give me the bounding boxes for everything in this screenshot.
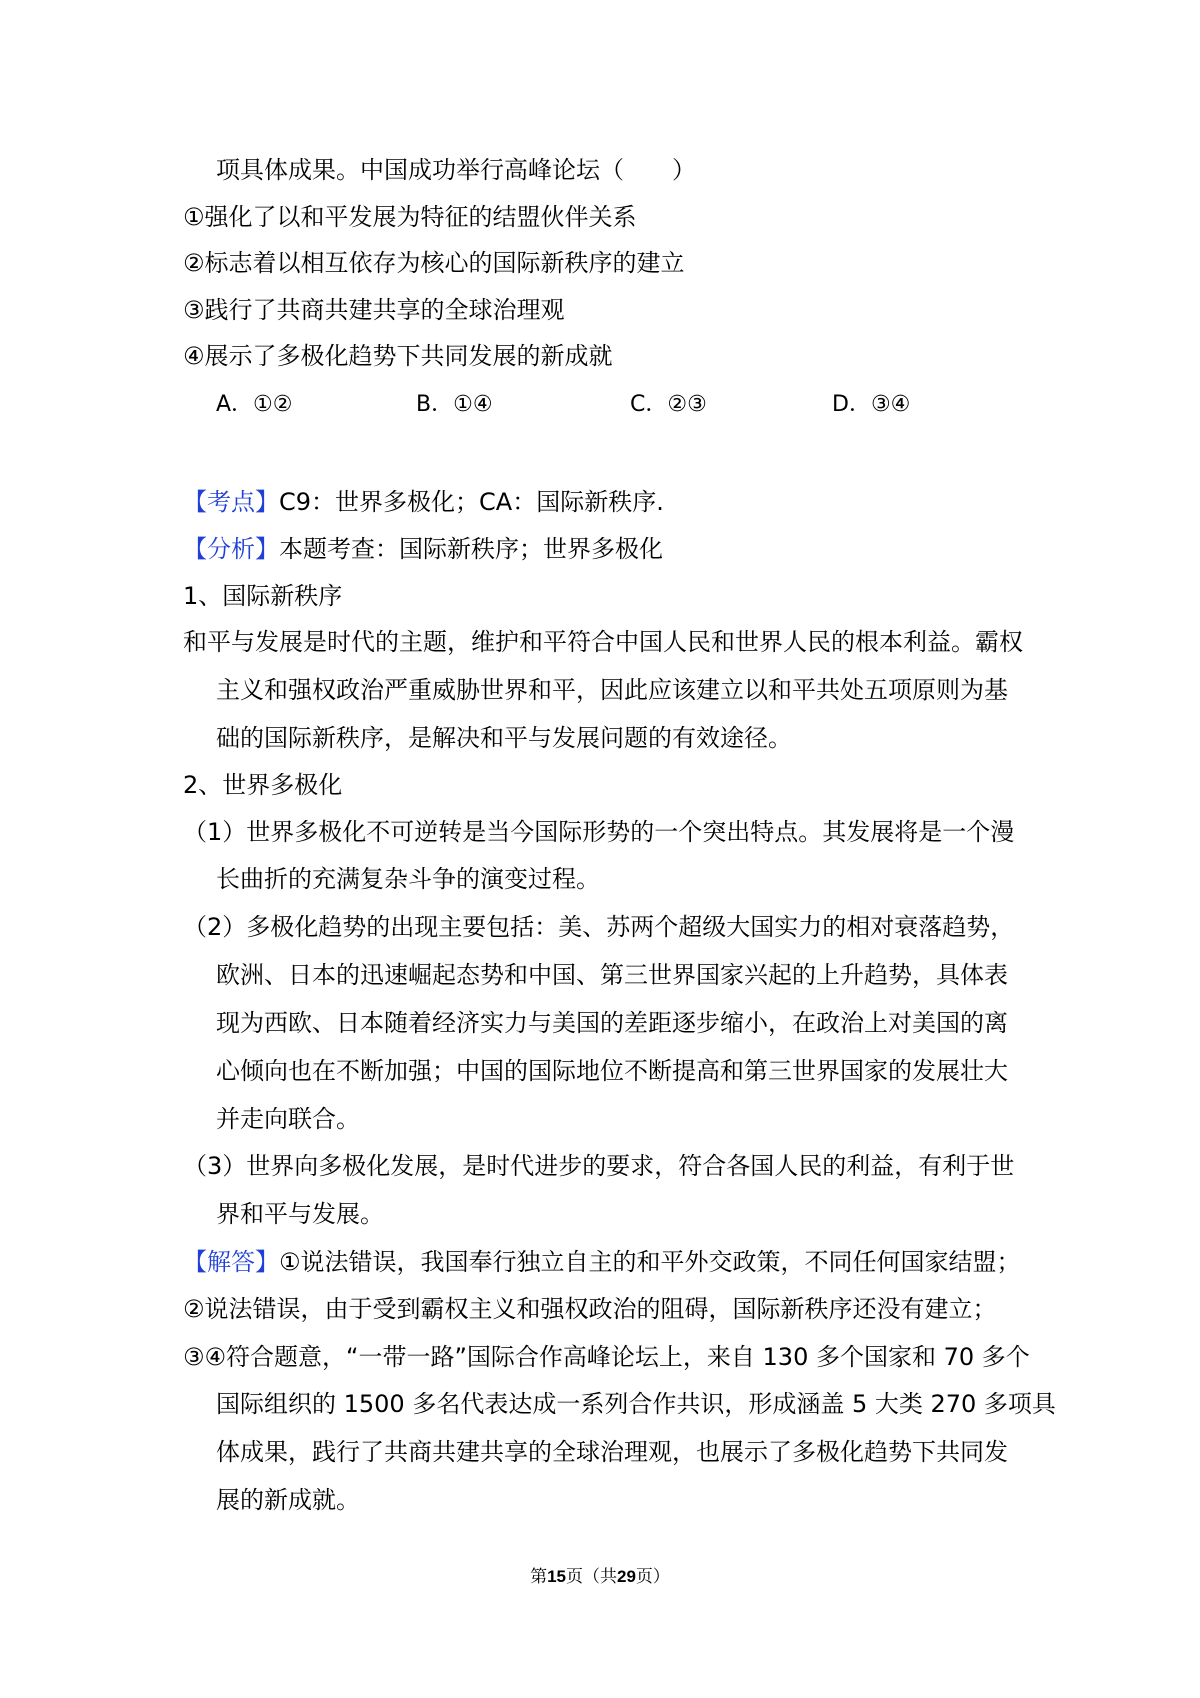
footer-pre: 第 bbox=[530, 1567, 548, 1587]
jieda-line-4: 国际组织的 1500 多名代表达成一系列合作共识，形成涵盖 5 大类 270 多项具 bbox=[216, 1390, 1056, 1418]
question-stem: 项具体成果。中国成功举行高峰论坛（ ） bbox=[216, 156, 696, 184]
sub1-line-2: 长曲折的充满复杂斗争的演变过程。 bbox=[216, 865, 600, 893]
sub2-line-1: （2）多极化趋势的出现主要包括：美、苏两个超级大国实力的相对衰落趋势， bbox=[183, 913, 1015, 941]
footer-total-pages: 29 bbox=[617, 1567, 636, 1586]
footer-page-number: 15 bbox=[547, 1567, 566, 1586]
option-d: D．③④ bbox=[832, 392, 911, 417]
sub2-line-5: 并走向联合。 bbox=[216, 1105, 360, 1133]
page-footer bbox=[0, 1562, 1200, 1587]
jieda-line-6: 展的新成就。 bbox=[216, 1486, 360, 1514]
option-b: B．①④ bbox=[416, 392, 493, 417]
sub2-line-2: 欧洲、日本的迅速崛起态势和中国、第三世界国家兴起的上升趋势，具体表 bbox=[216, 961, 1008, 989]
choice-item-2: ②标志着以相互依存为核心的国际新秩序的建立 bbox=[183, 249, 685, 277]
sub2-line-3: 现为西欧、日本随着经济实力与美国的差距逐步缩小，在政治上对美国的离 bbox=[216, 1009, 1008, 1037]
sub1-line-1: （1）世界多极化不可逆转是当今国际形势的一个突出特点。其发展将是一个漫 bbox=[183, 818, 1015, 846]
footer-post: 页） bbox=[635, 1567, 670, 1587]
option-c: C．②③ bbox=[630, 392, 707, 417]
jieda-line bbox=[183, 1246, 1021, 1278]
kaodian-text: C9：世界多极化；CA：国际新秩序. bbox=[279, 488, 664, 516]
fenxi-line bbox=[183, 533, 663, 565]
para1-line-1: 和平与发展是时代的主题，维护和平符合中国人民和世界人民的根本利益。霸权 bbox=[183, 628, 1023, 656]
fenxi-text: 本题考查：国际新秩序；世界多极化 bbox=[279, 535, 663, 563]
footer-mid: 页（共 bbox=[566, 1567, 617, 1587]
choice-item-4: ④展示了多极化趋势下共同发展的新成就 bbox=[183, 342, 613, 370]
option-a: A．①② bbox=[216, 392, 293, 417]
fenxi-tag: 【分析】 bbox=[183, 535, 279, 563]
sub3-line-2: 界和平与发展。 bbox=[216, 1200, 384, 1228]
choice-item-1: ①强化了以和平发展为特征的结盟伙伴关系 bbox=[183, 203, 637, 231]
jieda-tag: 【解答】 bbox=[183, 1248, 279, 1276]
para1-line-2: 主义和强权政治严重威胁世界和平，因此应该建立以和平共处五项原则为基 bbox=[216, 676, 1008, 704]
jieda-line-5: 体成果，践行了共商共建共享的全球治理观，也展示了多极化趋势下共同发 bbox=[216, 1438, 1008, 1466]
para1-line-3: 础的国际新秩序，是解决和平与发展问题的有效途径。 bbox=[216, 724, 792, 752]
kaodian-line bbox=[183, 486, 664, 518]
section-heading-1: 1、国际新秩序 bbox=[183, 582, 343, 610]
sub3-line-1: （3）世界向多极化发展，是时代进步的要求，符合各国人民的利益，有利于世 bbox=[183, 1152, 1015, 1180]
sub2-line-4: 心倾向也在不断加强；中国的国际地位不断提高和第三世界国家的发展壮大 bbox=[216, 1057, 1008, 1085]
jieda-line-2: ②说法错误，由于受到霸权主义和强权政治的阻碍，国际新秩序还没有建立； bbox=[183, 1295, 997, 1323]
jieda-line-3: ③④符合题意，“一带一路”国际合作高峰论坛上，来自 130 多个国家和 70 多个 bbox=[183, 1343, 1030, 1371]
section-heading-2: 2、世界多极化 bbox=[183, 771, 343, 799]
choice-item-3: ③践行了共商共建共享的全球治理观 bbox=[183, 296, 565, 324]
kaodian-tag: 【考点】 bbox=[183, 488, 279, 516]
jieda-text: ①说法错误，我国奉行独立自主的和平外交政策，不同任何国家结盟； bbox=[279, 1248, 1021, 1276]
